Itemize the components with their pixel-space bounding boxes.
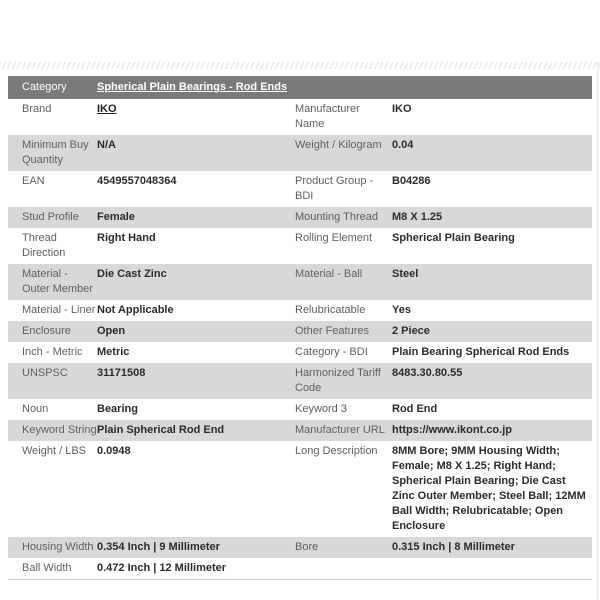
spec-label: Housing Width	[22, 541, 94, 553]
spec-label: Manufacturer URL	[295, 424, 385, 436]
spec-label: Material - Outer Member	[22, 268, 93, 295]
spec-label: Harmonized Tariff Code	[295, 367, 381, 394]
table-row	[8, 537, 592, 558]
table-row	[8, 207, 592, 228]
spec-label: Weight / LBS	[22, 445, 86, 457]
spec-value: 0.0948	[97, 445, 131, 457]
table-row	[8, 321, 592, 342]
table-row	[8, 558, 592, 579]
spec-value: Plain Bearing Spherical Rod Ends	[392, 346, 570, 358]
page-right-edge	[597, 62, 599, 600]
spec-label: Other Features	[295, 325, 369, 337]
category-label: Category	[22, 81, 67, 93]
table-row	[8, 441, 592, 537]
long-description: 8MM Bore; 9MM Housing Width; Female; M8 X 1.25; Right Hand; Spherical Plain Bearing; Die Cast Zinc Outer Member; Steel Ball; 12MM Ball Width; Relubricatable; Open Enclosure	[392, 445, 586, 532]
spec-label: Minimum Buy Quantity	[22, 139, 89, 166]
spec-label: Material - Liner	[22, 304, 96, 316]
brand-link[interactable]: IKO	[97, 103, 117, 115]
spec-label: EAN	[22, 175, 45, 187]
spec-label: Noun	[22, 403, 49, 415]
spec-value: 0.472 Inch | 12 Millimeter	[97, 562, 227, 574]
table-row	[8, 228, 592, 264]
spec-label: Product Group - BDI	[295, 175, 374, 202]
spec-value: N/A	[97, 139, 116, 151]
spec-label: Manufacturer Name	[295, 103, 360, 130]
hatched-divider	[0, 62, 600, 69]
spec-label: Weight / Kilogram	[295, 139, 382, 151]
spec-label: Rolling Element	[295, 232, 373, 244]
spec-value: 8483.30.80.55	[392, 367, 463, 379]
spec-value: 0.315 Inch | 8 Millimeter	[392, 541, 515, 553]
spec-label: Long Description	[295, 445, 378, 457]
spec-label: Enclosure	[22, 325, 71, 337]
spec-table	[8, 76, 592, 580]
spec-label: Keyword 3	[295, 403, 347, 415]
spec-label: Material - Ball	[295, 268, 363, 280]
table-row	[8, 135, 592, 171]
spec-value: Open	[97, 325, 126, 337]
spec-value: Metric	[97, 346, 130, 358]
spec-value: IKO	[392, 103, 412, 115]
spec-value: Right Hand	[97, 232, 156, 244]
table-row	[8, 99, 592, 135]
table-row	[8, 342, 592, 363]
spec-label: UNSPSC	[22, 367, 68, 379]
spec-value: 4549557048364	[97, 175, 177, 187]
spec-label: Stud Profile	[22, 211, 79, 223]
spec-label: Thread Direction	[22, 232, 66, 259]
spec-value: M8 X 1.25	[392, 211, 443, 223]
spec-label: Category - BDI	[295, 346, 368, 358]
table-row	[8, 264, 592, 300]
spec-label: Ball Width	[22, 562, 72, 574]
spec-label: Bore	[295, 541, 319, 553]
spec-value: Steel	[392, 268, 419, 280]
spec-value: Not Applicable	[97, 304, 174, 316]
spec-value: 31171508	[97, 367, 146, 379]
category-link[interactable]: Spherical Plain Bearings - Rod Ends	[97, 81, 288, 93]
spec-rows	[8, 99, 592, 580]
category-header-row	[8, 76, 592, 99]
spec-value: B04286	[392, 175, 431, 187]
spec-label: Mounting Thread	[295, 211, 378, 223]
spec-value: Yes	[392, 304, 411, 316]
table-row	[8, 300, 592, 321]
spec-value: Die Cast Zinc	[97, 268, 167, 280]
spec-value: 0.354 Inch | 9 Millimeter	[97, 541, 220, 553]
spec-label: Inch - Metric	[22, 346, 83, 358]
spec-value: Spherical Plain Bearing	[392, 232, 515, 244]
table-row	[8, 171, 592, 207]
spec-label: Keyword String	[22, 424, 97, 436]
spec-value: Rod End	[392, 403, 438, 415]
spec-value: Plain Spherical Rod End	[97, 424, 225, 436]
spec-value: Bearing	[97, 403, 138, 415]
table-row	[8, 363, 592, 399]
table-row	[8, 399, 592, 420]
spec-value: Female	[97, 211, 135, 223]
table-row	[8, 420, 592, 441]
manufacturer-url: https://www.ikont.co.jp	[392, 424, 512, 436]
spec-label: Relubricatable	[295, 304, 366, 316]
spec-value: 0.04	[392, 139, 414, 151]
spec-value: 2 Piece	[392, 325, 430, 337]
spec-label: Brand	[22, 103, 52, 115]
